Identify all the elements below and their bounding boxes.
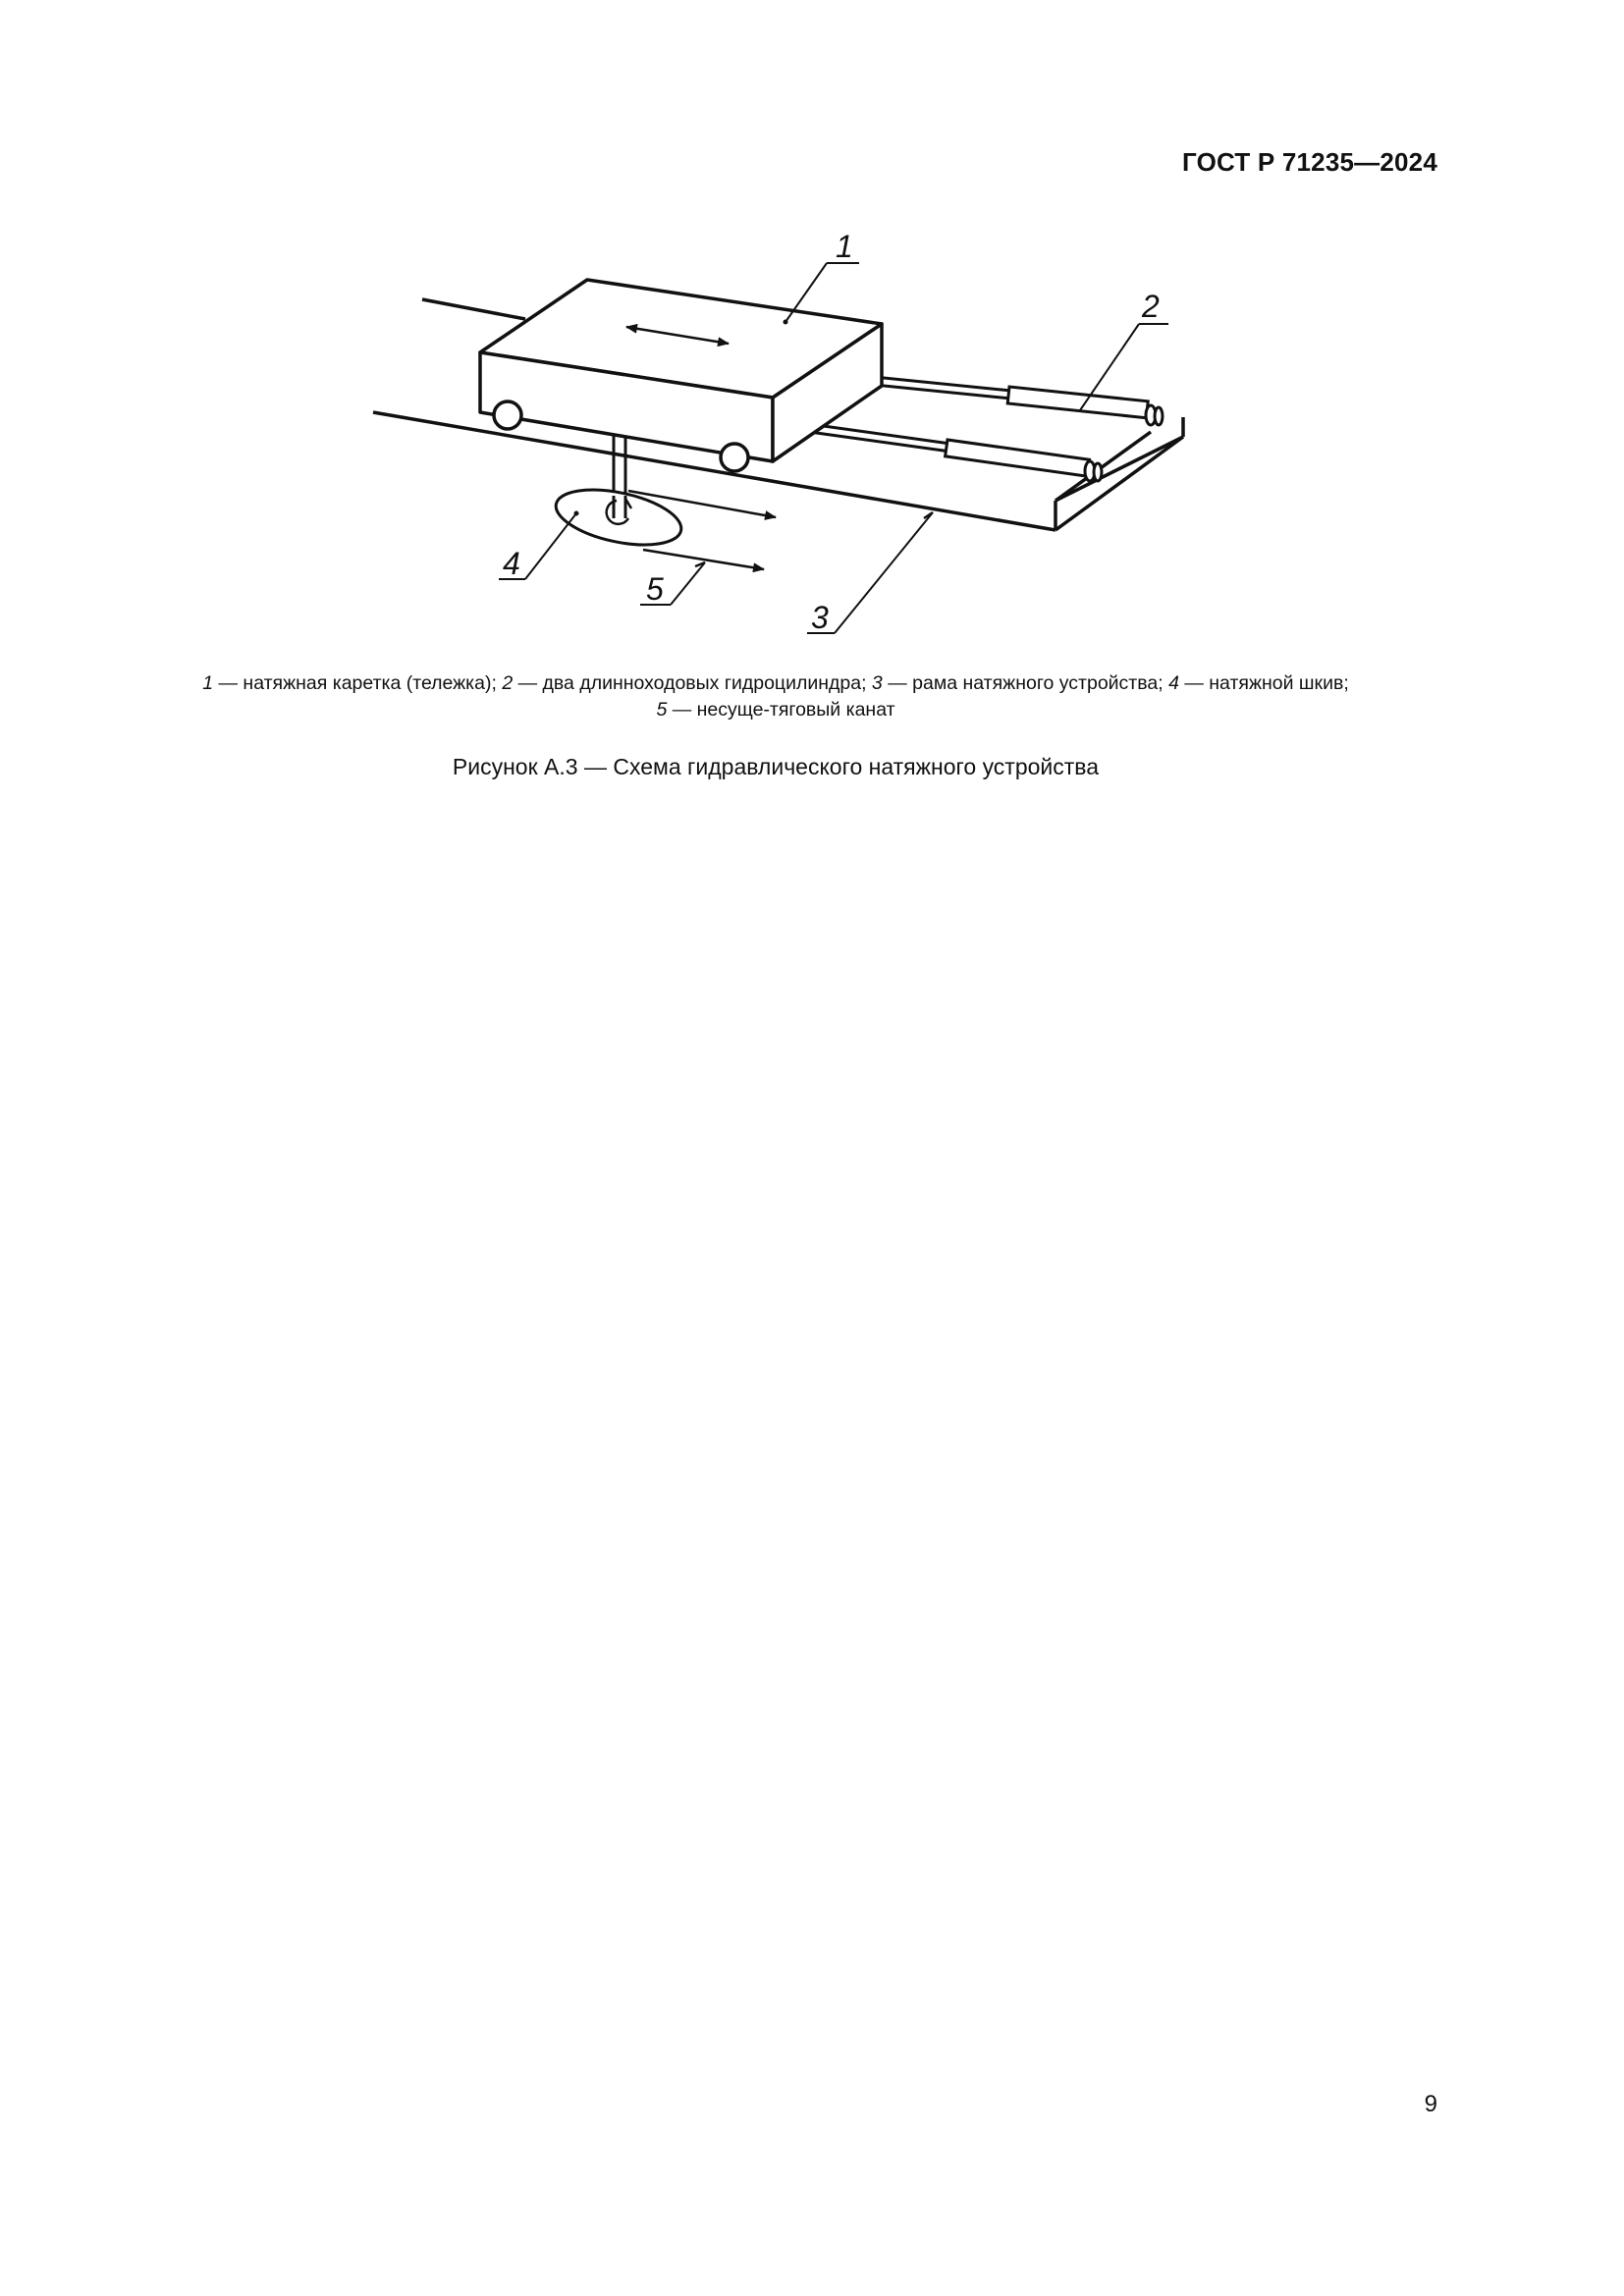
legend-num-4: 4 (1168, 672, 1179, 694)
legend-num-1: 1 (202, 672, 214, 694)
legend-text-4: натяжной шкив; (1209, 672, 1349, 694)
legend-line-1 (108, 670, 1443, 697)
callout-1: 1 (836, 229, 853, 264)
legend-text-3: рама натяжного устройства; (912, 672, 1169, 694)
tension-pulley (551, 435, 686, 555)
callout-4: 4 (503, 546, 520, 581)
legend-text-2: два длинноходовых гидроцилиндра; (542, 672, 872, 694)
legend-num-5: 5 (656, 699, 668, 721)
legend-sep-5: — (667, 699, 697, 721)
legend-num-2: 2 (502, 672, 514, 694)
figure-caption: Рисунок А.3 — Схема гидравлического натяжного устройства (452, 754, 1100, 779)
legend-text-1: натяжная каретка (тележка); (243, 672, 503, 694)
tension-carriage (422, 280, 882, 471)
legend-text-5: несуще-тяговый канат (696, 699, 895, 721)
callout-3: 3 (811, 600, 829, 635)
page-number: 9 (1424, 2091, 1437, 2117)
legend-sep-3: — (882, 672, 913, 694)
document-code-header: ГОСТ Р 71235—2024 (1182, 147, 1437, 177)
callout-5: 5 (646, 571, 664, 607)
legend-num-3: 3 (871, 672, 883, 694)
figure-legend (108, 670, 1443, 723)
callout-2: 2 (1142, 289, 1160, 324)
legend-sep-1: — (213, 672, 244, 694)
hydraulic-tensioner-diagram (324, 226, 1208, 648)
legend-sep-4: — (1178, 672, 1210, 694)
legend-sep-2: — (513, 672, 543, 694)
legend-line-2 (108, 697, 1443, 723)
